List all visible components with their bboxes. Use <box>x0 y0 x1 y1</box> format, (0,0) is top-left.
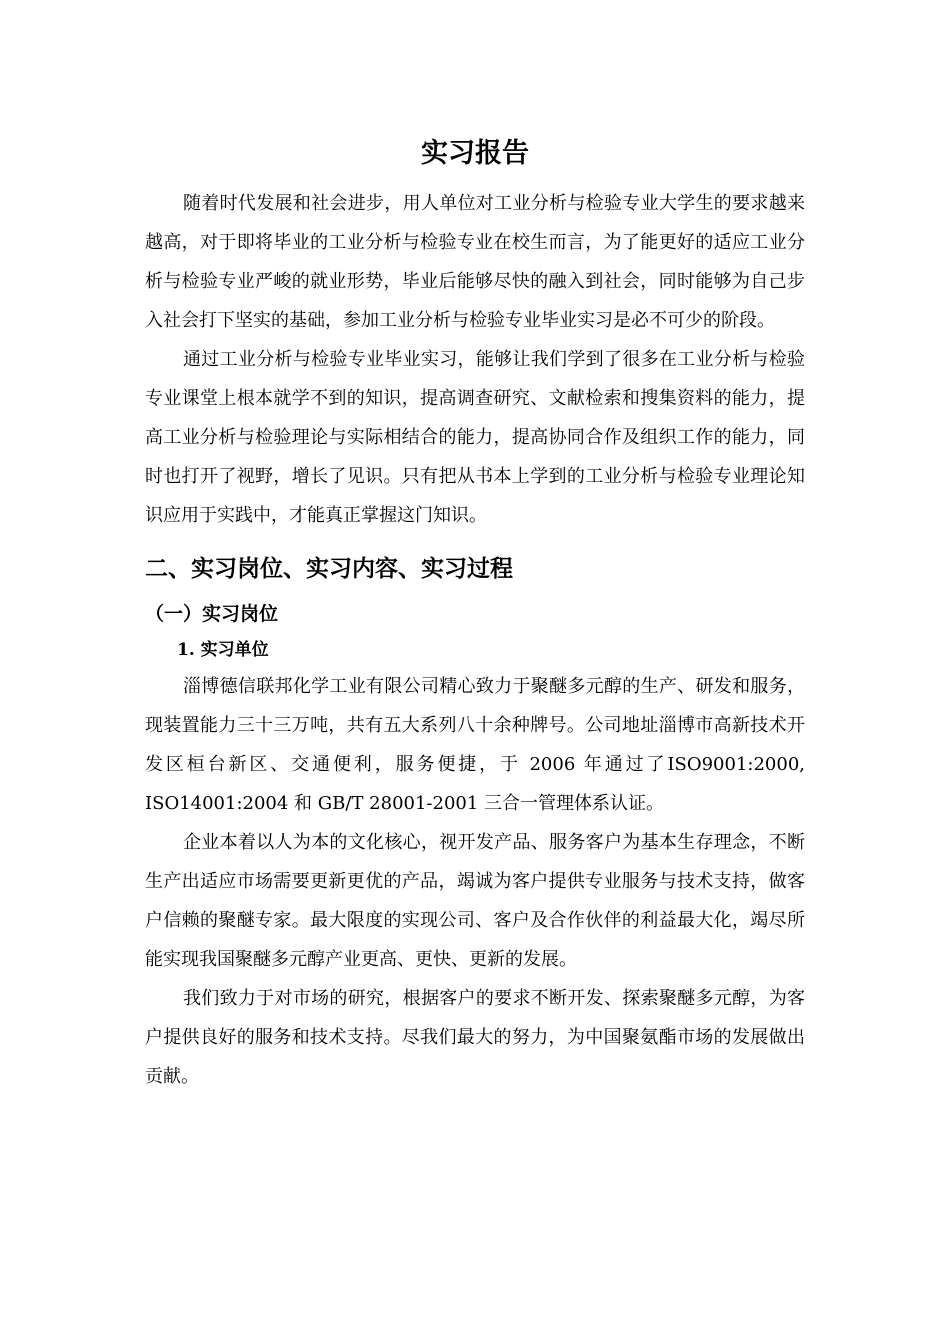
subsection-heading: （一）实习岗位 <box>145 603 279 625</box>
unit-paragraph-1: 淄博德信联邦化学工业有限公司精心致力于聚醚多元醇的生产、研发和服务，现装置能力三十三万吨，共有五大系列八十余种牌号。公司地址淄博市高新技术开发区桓台新区、交通便利，服务便捷，于 2006 年通过了ISO9001:2000, ISO14001:2004 和 GB/T 28001-2001 三合一管理体系认证。 <box>145 676 805 814</box>
document-page <box>145 132 805 1096</box>
intro-paragraph-1: 随着时代发展和社会进步，用人单位对工业分析与检验专业大学生的要求越来越高，对于即将毕业的工业分析与检验专业在校生而言，为了能更好的适应工业分析与检验专业严峻的就业形势，毕业后能够尽快的融入到社会，同时能够为自己步入社会打下坚实的基础，参加工业分析与检验专业毕业实习是必不可少的阶段。 <box>145 193 805 331</box>
section-heading: 二、实习岗位、实习内容、实习过程 <box>145 555 513 582</box>
document-title: 实习报告 <box>421 138 529 169</box>
unit-paragraph-3: 我们致力于对市场的研究，根据客户的要求不断开发、探索聚醚多元醇，为客户提供良好的服务和技术支持。尽我们最大的努力，为中国聚氨酯市场的发展做出贡献。 <box>145 988 805 1087</box>
intro-paragraph-2: 通过工业分析与检验专业毕业实习，能够让我们学到了很多在工业分析与检验专业课堂上根本就学不到的知识，提高调查研究、文献检索和搜集资料的能力，提高工业分析与检验理论与实际相结合的能力，提高协同合作及组织工作的能力，同时也打开了视野，增长了见识。只有把从书本上学到的工业分析与检验专业理论知识应用于实践中，才能真正掌握这门知识。 <box>145 349 805 526</box>
sub-subsection-heading: 1. 实习单位 <box>177 640 269 660</box>
unit-paragraph-2: 企业本着以人为本的文化核心，视开发产品、服务客户为基本生存理念，不断生产出适应市场需要更新更优的产品，竭诚为客户提供专业服务与技术支持，做客户信赖的聚醚专家。最大限度的实现公司、客户及合作伙伴的利益最大化，竭尽所能实现我国聚醚多元醇产业更高、更快、更新的发展。 <box>145 832 805 970</box>
